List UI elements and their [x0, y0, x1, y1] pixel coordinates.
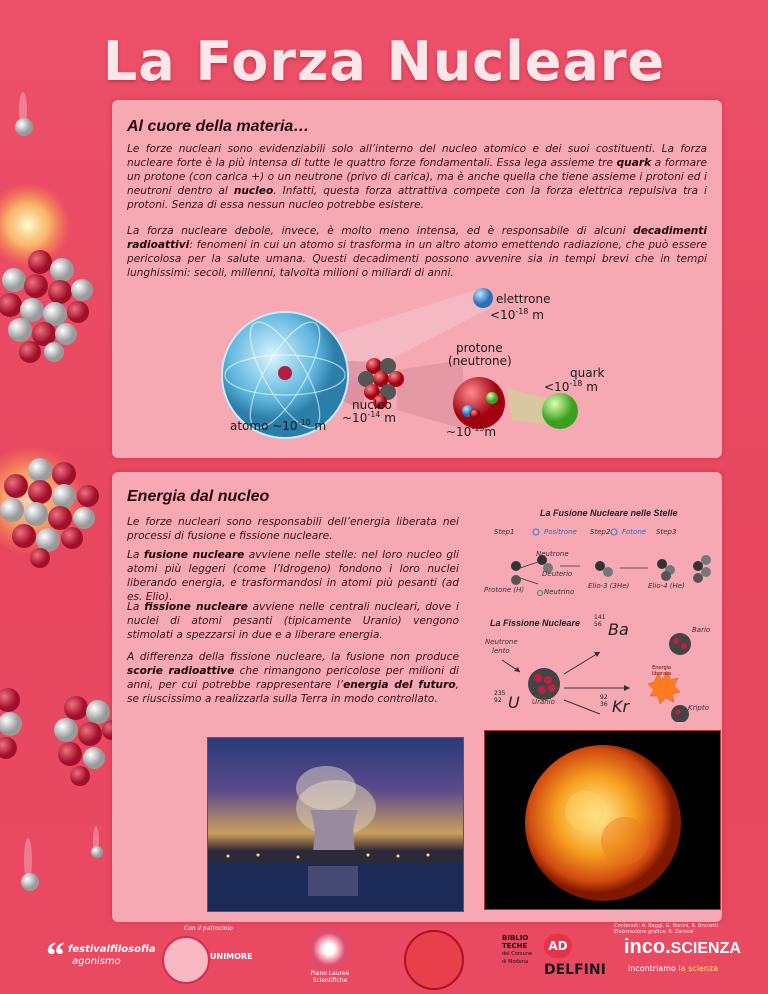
- sun-photo: [484, 730, 721, 910]
- biblioteche-logo: BIBLIO TECHE del Comune di Modena: [502, 934, 533, 965]
- atom-size: atomo $\sim 10^{-10}$ m: [230, 418, 327, 433]
- proton-size: $\sim 10^{-15}m$: [446, 424, 497, 439]
- nucleus-label: nucleo: [352, 398, 392, 412]
- piano-lauree-logo: Piano Lauree Scientifiche: [296, 930, 366, 990]
- nuclear-plant-photo: [207, 737, 464, 912]
- ad-delfini-logo: AD DELFINI: [544, 934, 604, 984]
- atom-scale-diagram: [112, 280, 722, 458]
- kr-numbers: 92 36: [600, 694, 608, 708]
- section-heading: Energia dal nucleo: [127, 488, 270, 505]
- u-numbers: 235 92: [494, 690, 506, 704]
- fusion-protone: Protone (H): [484, 586, 525, 594]
- credits: Contenuti: A. Baggi, G. Bonini, R. Brunetti Elaborazione grafica: R. Zarnesi: [614, 923, 719, 935]
- fusion-neutrone: Neutrone: [536, 550, 569, 558]
- page-title: La Forza Nucleare: [102, 30, 666, 93]
- fusion-fotone: Fotone: [622, 528, 647, 536]
- ba-symbol: Ba: [608, 620, 629, 639]
- fusion-elio3: Elio-3 (3He): [588, 582, 630, 590]
- kr-symbol: Kr: [612, 697, 630, 716]
- patrocinio-label: Con il patrocinio: [184, 925, 233, 932]
- nucleus-size: $\sim 10^{-14}$ m: [342, 410, 396, 425]
- electron-size: $<10^{-18}$ m: [490, 307, 544, 322]
- fission-bario: Bario: [692, 626, 711, 634]
- fusion-elio4: Elio-4 (He): [648, 582, 685, 590]
- paragraph-weak-force: La forza nucleare debole, invece, è molto meno intensa, ed è responsabile di alcuni decadimenti radioattivi: fenomeni in cui un atomo si trasforma in un altro atomo emettendo radiazione, che può essere pericolosa per la salute umana. Questi decadimenti possono avvenire sia in tempi brevi che in tempi lunghissimi: secoli, millenni, talvolta milioni o miliardi di anni.: [127, 225, 707, 279]
- panel-heart-of-matter: [112, 100, 722, 458]
- neutron-label: (neutrone): [448, 354, 512, 368]
- incoscienza-logo: inco.SCIENZA incontriamo la scienza: [624, 936, 741, 973]
- quark-sphere: [542, 393, 578, 429]
- decorative-nuclei: [0, 0, 120, 994]
- fusion-positrone: Positrone: [544, 528, 577, 536]
- fusion-diagram-title: La Fusione Nucleare nelle Stelle: [540, 508, 678, 518]
- fission-lento: lento: [492, 647, 510, 655]
- fusion-step1: Step1: [494, 528, 515, 536]
- paragraph-intro: Le forze nucleari sono responsabili dell’energia liberata nei processi di fusione e fissione nucleare.: [127, 516, 459, 542]
- fusion-step2: Step2: [590, 528, 611, 536]
- fission-neutrone: Neutrone: [485, 638, 518, 646]
- fusion-deuterio: Deuterio: [542, 570, 573, 578]
- section-heading: Al cuore della materia…: [127, 118, 310, 135]
- proton-label: protone: [456, 341, 503, 355]
- u-symbol: U: [508, 693, 520, 712]
- fission-kripto: Kripto: [688, 704, 709, 712]
- paragraph-fission: La fissione nucleare avviene nelle centrali nucleari, dove i nuclei di atomi pesanti (tipicamente Uranio) vengono stimolati a spezzarsi in due e a liberare energia.: [127, 601, 459, 641]
- energy-released: Energia liberata: [652, 665, 672, 677]
- festivalfilosofia-logo: “ festivalfilosofia agonismo: [46, 935, 156, 977]
- electron-sphere: [473, 288, 493, 308]
- quark-label: quark: [570, 366, 605, 380]
- ba-numbers: 141 56: [594, 614, 606, 628]
- quark-size: $<10^{-18}$ m: [544, 379, 598, 394]
- electron-label: elettrone: [496, 292, 551, 306]
- unimore-logo: UNIMORE: [162, 934, 262, 984]
- curiosita-logo: [404, 930, 464, 990]
- paragraph-strong-force: Le forze nucleari sono evidenziabili solo all’interno del nucleo atomico e dei suoi costituenti. La forza nucleare forte è la più intensa di tutte le quattro forze fondamentali. Essa lega assieme tre quark a formare un protone (con carica +) o un neutrone (privo di carica), ma è anche quella che tiene assieme i protoni ed i neutroni dentro al nucleo. Infatti, questa forza attrattiva compete con la forza elettrica repulsiva tra i protoni. Senza di essa nessun nucleo potrebbe esistere.: [127, 143, 707, 211]
- fusion-step3: Step3: [656, 528, 677, 536]
- paragraph-fusion: La fusione nucleare avviene nelle stelle: nel loro nucleo gli atomi più leggeri (come l’Idrogeno) fondono i loro nuclei liberando energia, e trasformandosi in atomi più pesanti (ad es. Elio).: [127, 549, 459, 603]
- panel-energy-from-nucleus: [112, 472, 722, 922]
- paragraph-future: A differenza della fissione nucleare, la fusione non produce scorie radioattive che rimangono pericolose per milioni di anni, per cui potrebbe rappresentare l’energia del futuro, se riuscissimo a realizzarla sulla Terra in modo controllato.: [127, 651, 459, 705]
- fission-diagram-title: La Fissione Nucleare: [490, 618, 581, 628]
- fusion-neutrino: Neutrino: [544, 588, 575, 596]
- proton-sphere: [453, 377, 505, 429]
- fission-uranio: Uranio: [532, 698, 555, 706]
